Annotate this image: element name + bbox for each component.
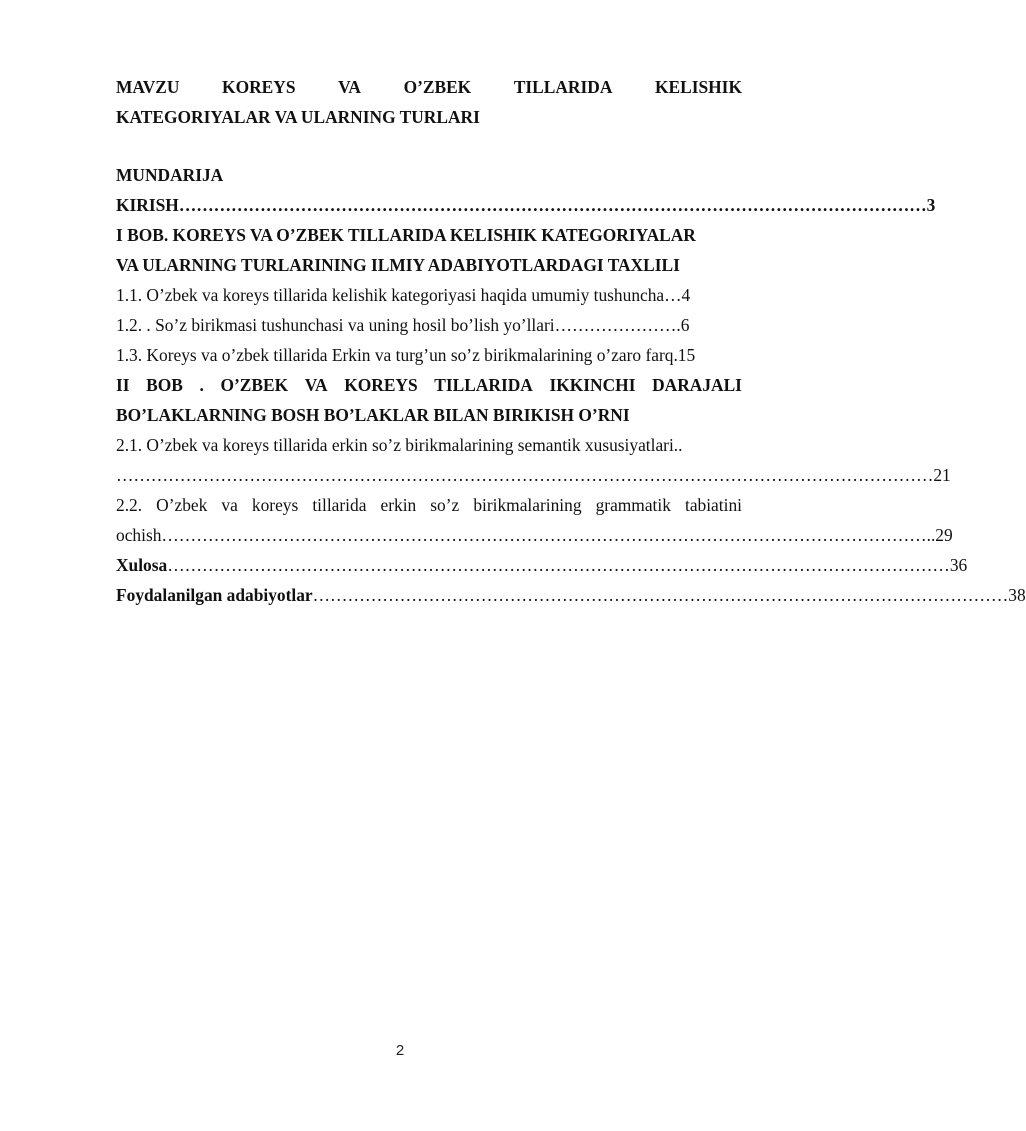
toc-entry-label: ochish (116, 525, 162, 545)
chapter-word: VA (304, 375, 328, 395)
toc-page-number: 3 (926, 195, 936, 215)
toc-entry-1-1 (116, 280, 742, 310)
chapter-word: O’ZBEK (220, 375, 289, 395)
toc-entry-label: Foydalanilgan adabiyotlar (116, 585, 313, 605)
toc-page-number: 6 (680, 315, 690, 335)
entry-word: va (221, 495, 238, 515)
toc-page-number: 38 (1008, 585, 1026, 605)
entry-word: tillarida (312, 495, 367, 515)
toc-entry-1-3 (116, 340, 742, 370)
toc-entry-label: Xulosa (116, 555, 168, 575)
toc-chapter-2-line-1 (116, 370, 742, 400)
chapter-word: . (199, 375, 204, 395)
toc-page-number: 36 (949, 555, 968, 575)
title-word: KELISHIK (654, 77, 742, 97)
toc-leader-dots: ……………………………………………………………………………………………………………………… (167, 555, 950, 575)
toc-leader-dots: …………………. (554, 315, 681, 335)
entry-word: so’z (430, 495, 460, 515)
toc-leader-dots: ………………………………………………………………………………………………………… (312, 585, 1009, 605)
spacer (116, 132, 742, 160)
toc-entry-2-1-line-2 (116, 460, 951, 490)
title-word: KOREYS (222, 77, 296, 97)
entry-word: koreys (251, 495, 299, 515)
toc-chapter-2-line-2: BO’LAKLARNING BOSH BO’LAKLAR BILAN BIRIKISH O’RNI (116, 405, 630, 425)
toc-page-number: 21 (933, 465, 951, 485)
title-line-1 (116, 72, 742, 102)
toc-entry-foydalanilgan-adabiyotlar (116, 580, 1026, 610)
toc-page-number: 15 (677, 345, 696, 365)
title-line-2: KATEGORIYALAR VA ULARNING TURLARI (116, 107, 480, 127)
page-number: 2 (395, 1042, 405, 1059)
toc-entry-label: 1.2. . So’z birikmasi tushunchasi va uning hosil bo’lish yo’llari (116, 315, 555, 335)
entry-word: O’zbek (156, 495, 208, 515)
toc-entry-2-1-line-1: 2.1. O’zbek va koreys tillarida erkin so’z birikmalarining semantik xususiyatlari.. (116, 435, 683, 455)
toc-entry-xulosa (116, 550, 968, 580)
title-word: TILLARIDA (513, 77, 613, 97)
chapter-word: TILLARIDA (434, 375, 533, 395)
chapter-word: II (116, 375, 130, 395)
entry-word: tabiatini (684, 495, 742, 515)
toc-entry-label: 1.1. O’zbek va koreys tillarida kelishik kategoriyasi haqida umumiy tushuncha… (116, 285, 682, 305)
toc-entry-1-2 (116, 310, 742, 340)
toc-leader-dots: …………………………………………………………………………………………………………………………… (116, 465, 934, 485)
toc-page-number: 29 (935, 525, 953, 545)
toc-entry-label: 1.3. Koreys va o’zbek tillarida Erkin va turg’un so’z birikmalarining o’zaro farq. (116, 345, 678, 365)
toc-leader-dots: ………………………………………………………………………………………………………………… (178, 195, 927, 215)
toc-chapter-1-line-2: VA ULARNING TURLARINING ILMIY ADABIYOTLARDAGI TAXLILI (116, 255, 680, 275)
page-content (116, 72, 1026, 610)
title-word: O’ZBEK (403, 77, 472, 97)
toc-chapter-1-line-1: I BOB. KOREYS VA O’ZBEK TILLARIDA KELISHIK KATEGORIYALAR (116, 225, 696, 245)
toc-entry-2-2-line-2 (116, 520, 953, 550)
chapter-word: KOREYS (344, 375, 418, 395)
toc-entry-kirish (116, 190, 936, 220)
chapter-word: IKKINCHI (549, 375, 636, 395)
entry-word: 2.2. (116, 495, 143, 515)
entry-word: birikmalarining (473, 495, 582, 515)
entry-word: grammatik (595, 495, 671, 515)
entry-word: erkin (380, 495, 417, 515)
chapter-word: DARAJALI (652, 375, 742, 395)
chapter-word: BOB (146, 375, 183, 395)
toc-entry-label: KIRISH (116, 195, 179, 215)
toc-page-number: 4 (681, 285, 691, 305)
title-word: VA (338, 77, 361, 97)
toc-heading: MUNDARIJA (116, 165, 224, 185)
title-word: MAVZU (116, 77, 180, 97)
toc-leader-dots: …………………………………………………………………………………………………………………….. (161, 525, 936, 545)
toc-entry-2-2-line-1 (116, 490, 742, 520)
